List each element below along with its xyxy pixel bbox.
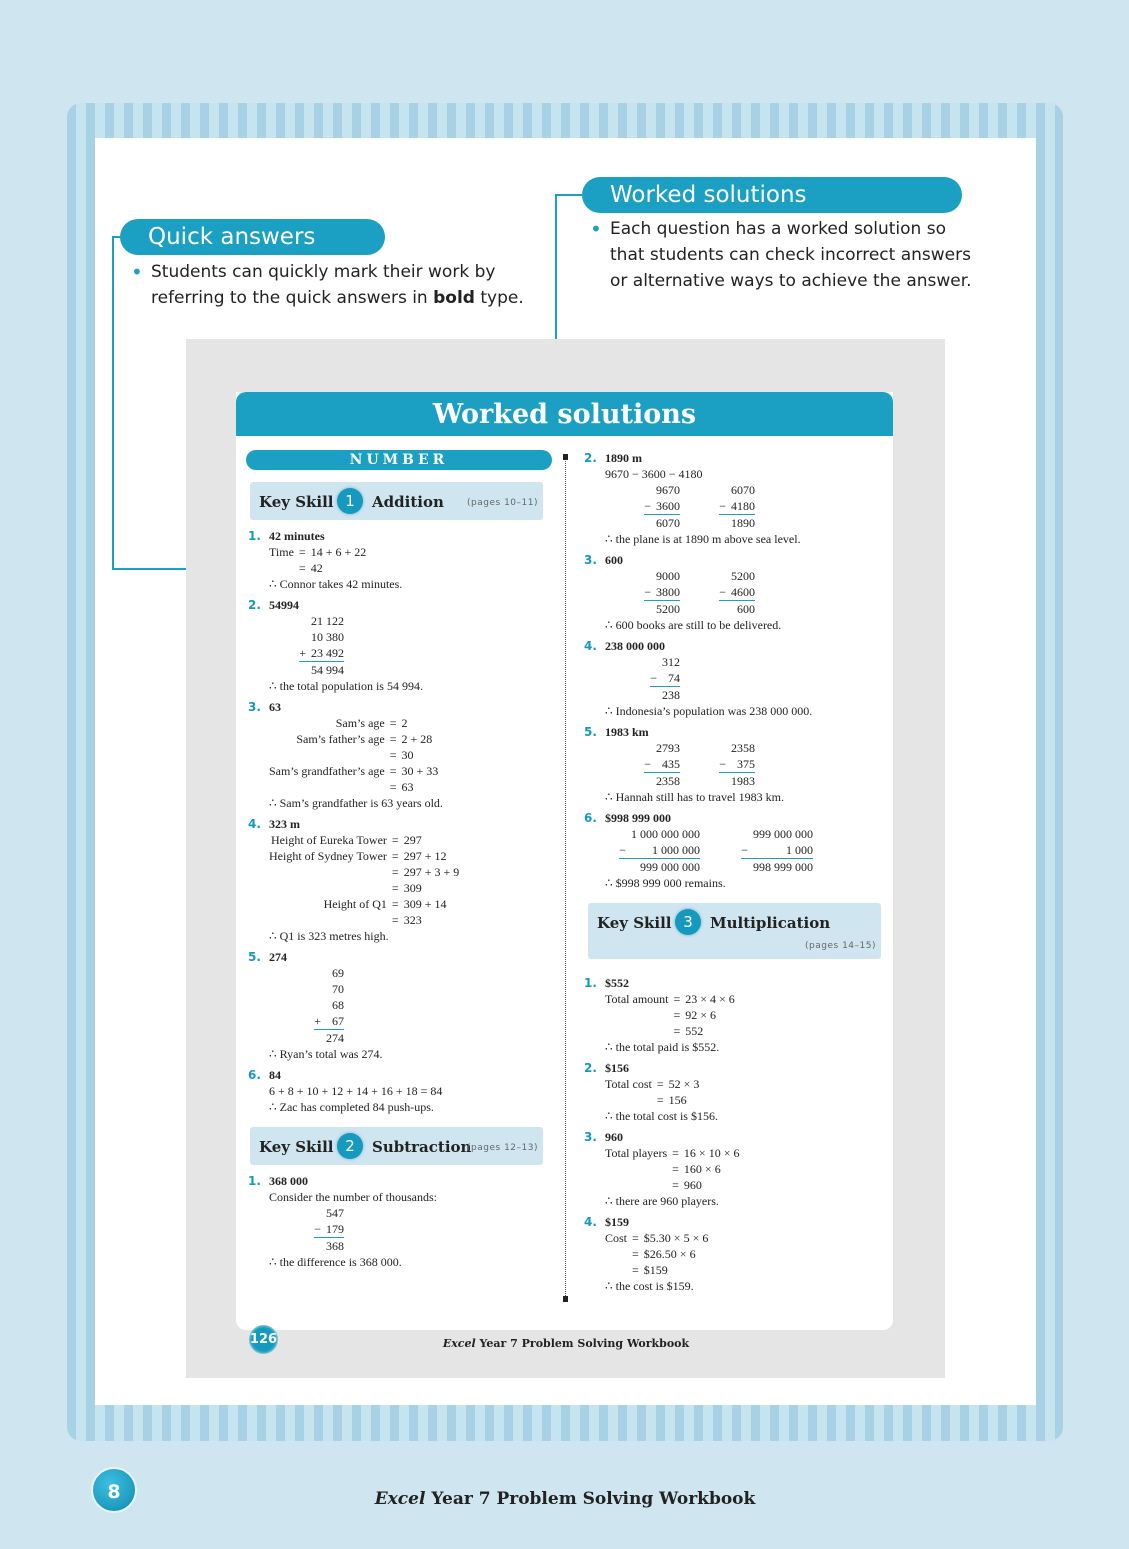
question-number: 1.	[584, 976, 597, 990]
sum-row: 10 380	[311, 630, 344, 644]
operator: −	[650, 670, 662, 687]
operator	[644, 740, 656, 756]
sum-row: 4180	[731, 499, 755, 513]
column-sum	[269, 1205, 344, 1254]
key-skill-pages: (pages 12–13)	[467, 1143, 538, 1153]
equation	[605, 1230, 882, 1278]
quick-answer: $156	[605, 1061, 629, 1075]
equation-lhs: Cost	[605, 1231, 628, 1245]
equation-rhs: 552	[685, 1024, 704, 1038]
equation-lhs	[605, 1246, 632, 1262]
equation-rhs: 309	[403, 881, 422, 895]
worked-solutions-text: • Each question has a worked solution so that students can check incorrect answers or alternative ways to achieve the answer.	[590, 217, 972, 291]
quick-answer: 1890 m	[605, 451, 642, 465]
equation-rhs: 297 + 3 + 9	[403, 865, 460, 879]
equals-sign: =	[672, 1146, 679, 1160]
worked-solution	[582, 810, 882, 891]
equation-rhs: 42	[310, 561, 323, 575]
column-sums	[605, 568, 882, 617]
sum-row: 70	[332, 982, 344, 996]
worked-solution	[582, 975, 882, 1055]
quick-answer: 238 000 000	[605, 639, 665, 653]
question-number: 4.	[584, 639, 597, 653]
equals-sign: =	[391, 913, 399, 927]
sum-row: 9670	[656, 483, 680, 497]
sum-result: 1890	[731, 516, 755, 530]
equation-rhs: 2 + 28	[401, 732, 433, 746]
operator	[314, 1205, 326, 1221]
sum-row: 21 122	[311, 614, 344, 628]
equation	[605, 991, 882, 1039]
equation-rhs: 960	[683, 1178, 702, 1192]
sum-row: 1 000 000	[631, 842, 700, 859]
sample-page-header: Worked solutions	[236, 392, 893, 436]
sum-row: 1 000 000 000	[631, 827, 700, 841]
worked-solution	[582, 552, 882, 633]
worked-solutions-title: Worked solutions	[582, 177, 962, 213]
quick-answer: $552	[605, 976, 629, 990]
equation-lhs: Time	[269, 545, 294, 559]
equation	[605, 1076, 882, 1108]
question-number: 6.	[248, 1068, 261, 1082]
equals-sign: =	[391, 833, 399, 847]
equation	[269, 832, 552, 928]
solution-line: 9670 − 3600 − 4180	[605, 467, 703, 481]
worked-solution	[246, 816, 552, 944]
sum-row: 2793	[656, 741, 680, 755]
equation-rhs: 30 + 33	[401, 764, 439, 778]
equation-rhs: 92 × 6	[685, 1008, 717, 1022]
quick-answer: 600	[605, 553, 623, 567]
quick-answer: 274	[269, 950, 287, 964]
equation-rhs: 23 × 4 × 6	[685, 992, 735, 1006]
sum-row: 435	[656, 756, 680, 773]
sum-row: 67	[326, 1013, 344, 1030]
quick-answer: 323 m	[269, 817, 300, 831]
sum-row: 6070	[731, 483, 755, 497]
key-skill-header	[588, 903, 881, 959]
column-sum	[680, 482, 755, 531]
key-skill-pages: (pages 14–15)	[805, 941, 876, 951]
page-footer-title: Excel Year 7 Problem Solving Workbook	[374, 1489, 756, 1509]
operator: −	[719, 584, 731, 601]
equation-lhs	[605, 1092, 657, 1108]
equals-sign: =	[391, 849, 399, 863]
equation-lhs	[605, 1023, 673, 1039]
quick-answer: $998 999 000	[605, 811, 671, 825]
solution-line: ∴ $998 999 000 remains.	[605, 876, 726, 890]
operator	[719, 482, 731, 498]
operator: −	[619, 842, 631, 859]
section-banner: NUMBER	[246, 450, 552, 470]
sum-row: 3800	[656, 585, 680, 599]
operator: +	[299, 645, 311, 662]
quick-answer: 1983 km	[605, 725, 649, 739]
equation-rhs: 297	[403, 833, 422, 847]
quick-answer: 63	[269, 700, 281, 714]
key-skill-number: 3	[675, 909, 701, 935]
solution-line: ∴ Ryan’s total was 274.	[269, 1047, 383, 1061]
equals-sign: =	[391, 897, 399, 911]
quick-answer: $159	[605, 1215, 629, 1229]
equation	[605, 1145, 882, 1193]
operator	[741, 826, 753, 842]
equation-rhs: $26.50 × 6	[643, 1247, 696, 1261]
sum-result: 274	[326, 1031, 344, 1045]
operator: −	[719, 756, 731, 773]
solution-line: ∴ Q1 is 323 metres high.	[269, 929, 389, 943]
sum-row: 179	[326, 1222, 344, 1236]
solution-line: ∴ Indonesia’s population was 238 000 000.	[605, 704, 813, 718]
equation-rhs: 160 × 6	[683, 1162, 721, 1176]
question-number: 5.	[248, 950, 261, 964]
bullet-icon: •	[131, 260, 143, 284]
equation-lhs: Sam’s father’s age	[296, 732, 385, 746]
quick-answer: 84	[269, 1068, 281, 1082]
equation-lhs	[605, 1007, 673, 1023]
worked-solution	[582, 450, 882, 547]
sum-row: 3600	[656, 499, 680, 513]
question-number: 1.	[248, 1174, 261, 1188]
equation	[269, 715, 552, 795]
equation-lhs	[269, 880, 392, 896]
worked-solution	[246, 528, 552, 592]
sum-row: 375	[731, 756, 755, 773]
equals-sign: =	[389, 716, 397, 730]
column-sum	[269, 613, 344, 678]
solution-line: ∴ 600 books are still to be delivered.	[605, 618, 782, 632]
solution-line: ∴ the difference is 368 000.	[269, 1255, 402, 1269]
equation-rhs: $159	[643, 1263, 668, 1277]
key-skill-label: Key Skill	[259, 1138, 334, 1156]
question-number: 2.	[584, 451, 597, 465]
equals-sign: =	[391, 881, 399, 895]
operator	[314, 965, 326, 981]
sum-row: 69	[332, 966, 344, 980]
quick-answer: 368 000	[269, 1174, 308, 1188]
left-column	[246, 450, 552, 1275]
solution-line: ∴ Connor takes 42 minutes.	[269, 577, 403, 591]
sum-row: 23 492	[311, 646, 344, 660]
equation-lhs: Height of Q1	[323, 897, 387, 911]
equation-lhs: Sam’s grandfather’s age	[269, 764, 385, 778]
sum-row: 68	[332, 998, 344, 1012]
operator	[314, 997, 326, 1013]
sum-result: 5200	[656, 602, 680, 616]
operator: +	[314, 1013, 326, 1030]
operator	[650, 654, 662, 670]
worked-solution	[582, 1214, 882, 1294]
sum-row: 2358	[731, 741, 755, 755]
column-sum	[605, 568, 680, 617]
question-number: 1.	[248, 529, 261, 543]
sample-page-number: 126	[249, 1325, 278, 1354]
column-sum	[605, 654, 680, 703]
equation-lhs: Height of Sydney Tower	[269, 849, 387, 863]
equals-sign: =	[632, 1247, 639, 1261]
equation-rhs: 297 + 12	[403, 849, 447, 863]
operator: −	[644, 756, 656, 773]
equation-rhs: 14 + 6 + 22	[310, 545, 367, 559]
question-number: 2.	[584, 1061, 597, 1075]
equation-lhs: Total cost	[605, 1077, 652, 1091]
sample-page-footer-title: Excel Year 7 Problem Solving Workbook	[442, 1337, 690, 1350]
operator	[314, 981, 326, 997]
equals-sign: =	[672, 1162, 679, 1176]
worked-solution	[582, 1129, 882, 1209]
question-number: 3.	[584, 553, 597, 567]
equals-sign: =	[673, 1024, 681, 1038]
worked-solution	[246, 699, 552, 811]
sum-result: 1983	[731, 774, 755, 788]
equals-sign: =	[389, 764, 397, 778]
equals-sign: =	[389, 748, 397, 762]
equals-sign: =	[632, 1263, 639, 1277]
equals-sign: =	[389, 780, 397, 794]
quick-answers-text: • Students can quickly mark their work by referring to the quick answers in bold type.	[131, 260, 524, 308]
equation-lhs	[269, 864, 392, 880]
page-number: 8	[91, 1467, 137, 1513]
equals-sign: =	[673, 1008, 681, 1022]
equation-lhs: Total amount	[605, 992, 669, 1006]
solution-line: 6 + 8 + 10 + 12 + 14 + 16 + 18 = 84	[269, 1084, 443, 1098]
column-sum	[605, 740, 680, 789]
column-sums	[605, 826, 882, 875]
sum-row: 1 000	[753, 842, 813, 859]
solution-line: ∴ Hannah still has to travel 1983 km.	[605, 790, 784, 804]
solution-line: ∴ the total population is 54 994.	[269, 679, 423, 693]
key-skill-header	[250, 1127, 543, 1165]
bullet-icon: •	[590, 217, 602, 241]
column-sum	[605, 482, 680, 531]
worked-solution	[582, 724, 882, 805]
worked-solution	[246, 597, 552, 694]
equation-lhs	[269, 912, 392, 928]
equals-sign: =	[298, 545, 306, 559]
question-number: 4.	[584, 1215, 597, 1229]
column-sums	[605, 482, 882, 531]
question-number: 3.	[248, 700, 261, 714]
equals-sign: =	[656, 1093, 664, 1107]
equation-lhs	[605, 1161, 672, 1177]
sum-row: 312	[662, 655, 680, 669]
column-divider	[565, 456, 566, 1300]
equation-rhs: 156	[668, 1093, 687, 1107]
sum-row: 5200	[731, 569, 755, 583]
equation	[269, 544, 552, 576]
sum-result: 238	[662, 688, 680, 702]
question-number: 3.	[584, 1130, 597, 1144]
operator	[719, 740, 731, 756]
equals-sign: =	[672, 1178, 679, 1192]
sum-result: 54 994	[311, 663, 344, 677]
key-skill-label: Key Skill	[597, 914, 672, 932]
sum-result: 600	[737, 602, 755, 616]
equation-lhs	[605, 1177, 672, 1193]
operator	[619, 826, 631, 842]
equation-lhs: Height of Eureka Tower	[271, 833, 387, 847]
equation-rhs: 30	[401, 748, 414, 762]
question-number: 6.	[584, 811, 597, 825]
column-sums	[269, 613, 552, 678]
key-skill-number: 2	[337, 1133, 363, 1159]
question-number: 4.	[248, 817, 261, 831]
sum-row: 547	[326, 1206, 344, 1220]
right-column	[582, 450, 882, 1299]
quick-answer: 42 minutes	[269, 529, 325, 543]
operator: −	[644, 498, 656, 515]
sum-result: 6070	[656, 516, 680, 530]
equals-sign: =	[391, 865, 399, 879]
quick-answers-title: Quick answers	[120, 219, 385, 255]
equation-rhs: 323	[403, 913, 422, 927]
operator: −	[741, 842, 753, 859]
solution-line: Consider the number of thousands:	[269, 1190, 437, 1204]
solution-line: ∴ Zac has completed 84 push-ups.	[269, 1100, 434, 1114]
key-skill-label: Key Skill	[259, 493, 334, 511]
operator	[719, 568, 731, 584]
equation-lhs	[269, 560, 299, 576]
equation-rhs: $5.30 × 5 × 6	[643, 1231, 709, 1245]
quick-answer: 960	[605, 1130, 623, 1144]
worked-solution	[246, 1067, 552, 1115]
equals-sign: =	[673, 992, 681, 1006]
solution-line: ∴ Sam’s grandfather is 63 years old.	[269, 796, 443, 810]
sum-row: 9000	[656, 569, 680, 583]
equals-sign: =	[632, 1231, 639, 1245]
key-skill-name: Addition	[372, 493, 444, 511]
equation-lhs	[269, 779, 390, 795]
equation-lhs: Sam’s age	[335, 716, 385, 730]
question-number: 2.	[248, 598, 261, 612]
column-sums	[605, 740, 882, 789]
operator	[299, 613, 311, 629]
operator	[644, 568, 656, 584]
column-sum	[700, 826, 813, 875]
column-sums	[269, 1205, 552, 1254]
column-sum	[680, 740, 755, 789]
equation-lhs	[605, 1262, 632, 1278]
equals-sign: =	[298, 561, 306, 575]
column-sums	[605, 654, 882, 703]
sum-result: 368	[326, 1239, 344, 1253]
operator: −	[644, 584, 656, 601]
equation-lhs	[269, 747, 390, 763]
equals-sign: =	[389, 732, 397, 746]
equation-rhs: 63	[401, 780, 414, 794]
key-skill-header	[250, 482, 543, 520]
equals-sign: =	[656, 1077, 664, 1091]
quick-answer: 54994	[269, 598, 299, 612]
operator: −	[314, 1221, 326, 1238]
sum-result: 2358	[656, 774, 680, 788]
solution-line: ∴ the cost is $159.	[605, 1279, 694, 1293]
operator	[644, 482, 656, 498]
equation-lhs: Total players	[605, 1146, 668, 1160]
sum-row: 74	[662, 670, 680, 687]
key-skill-name: Subtraction	[372, 1138, 472, 1156]
sum-row: 999 000 000	[753, 827, 813, 841]
equation-rhs: 52 × 3	[668, 1077, 700, 1091]
column-sum	[680, 568, 755, 617]
equation-rhs: 309 + 14	[403, 897, 447, 911]
solution-line: ∴ there are 960 players.	[605, 1194, 719, 1208]
worked-solution	[246, 1173, 552, 1270]
equation-rhs: 2	[401, 716, 408, 730]
equation-rhs: 16 × 10 × 6	[683, 1146, 740, 1160]
sum-result: 999 000 000	[640, 860, 700, 874]
column-sum	[269, 965, 344, 1046]
worked-solution	[582, 638, 882, 719]
column-sums	[269, 965, 552, 1046]
sum-result: 998 999 000	[753, 860, 813, 874]
key-skill-number: 1	[337, 488, 363, 514]
key-skill-pages: (pages 10–11)	[467, 498, 538, 508]
operator: −	[719, 498, 731, 515]
sum-row: 4600	[731, 585, 755, 599]
column-sum	[605, 826, 700, 875]
question-number: 5.	[584, 725, 597, 739]
key-skill-name: Multiplication	[710, 914, 831, 932]
sample-page	[236, 392, 893, 1330]
worked-solution	[246, 949, 552, 1062]
solution-line: ∴ the total cost is $156.	[605, 1109, 718, 1123]
operator	[299, 629, 311, 645]
solution-line: ∴ the plane is at 1890 m above sea level.	[605, 532, 801, 546]
solution-line: ∴ the total paid is $552.	[605, 1040, 720, 1054]
worked-solution	[582, 1060, 882, 1124]
